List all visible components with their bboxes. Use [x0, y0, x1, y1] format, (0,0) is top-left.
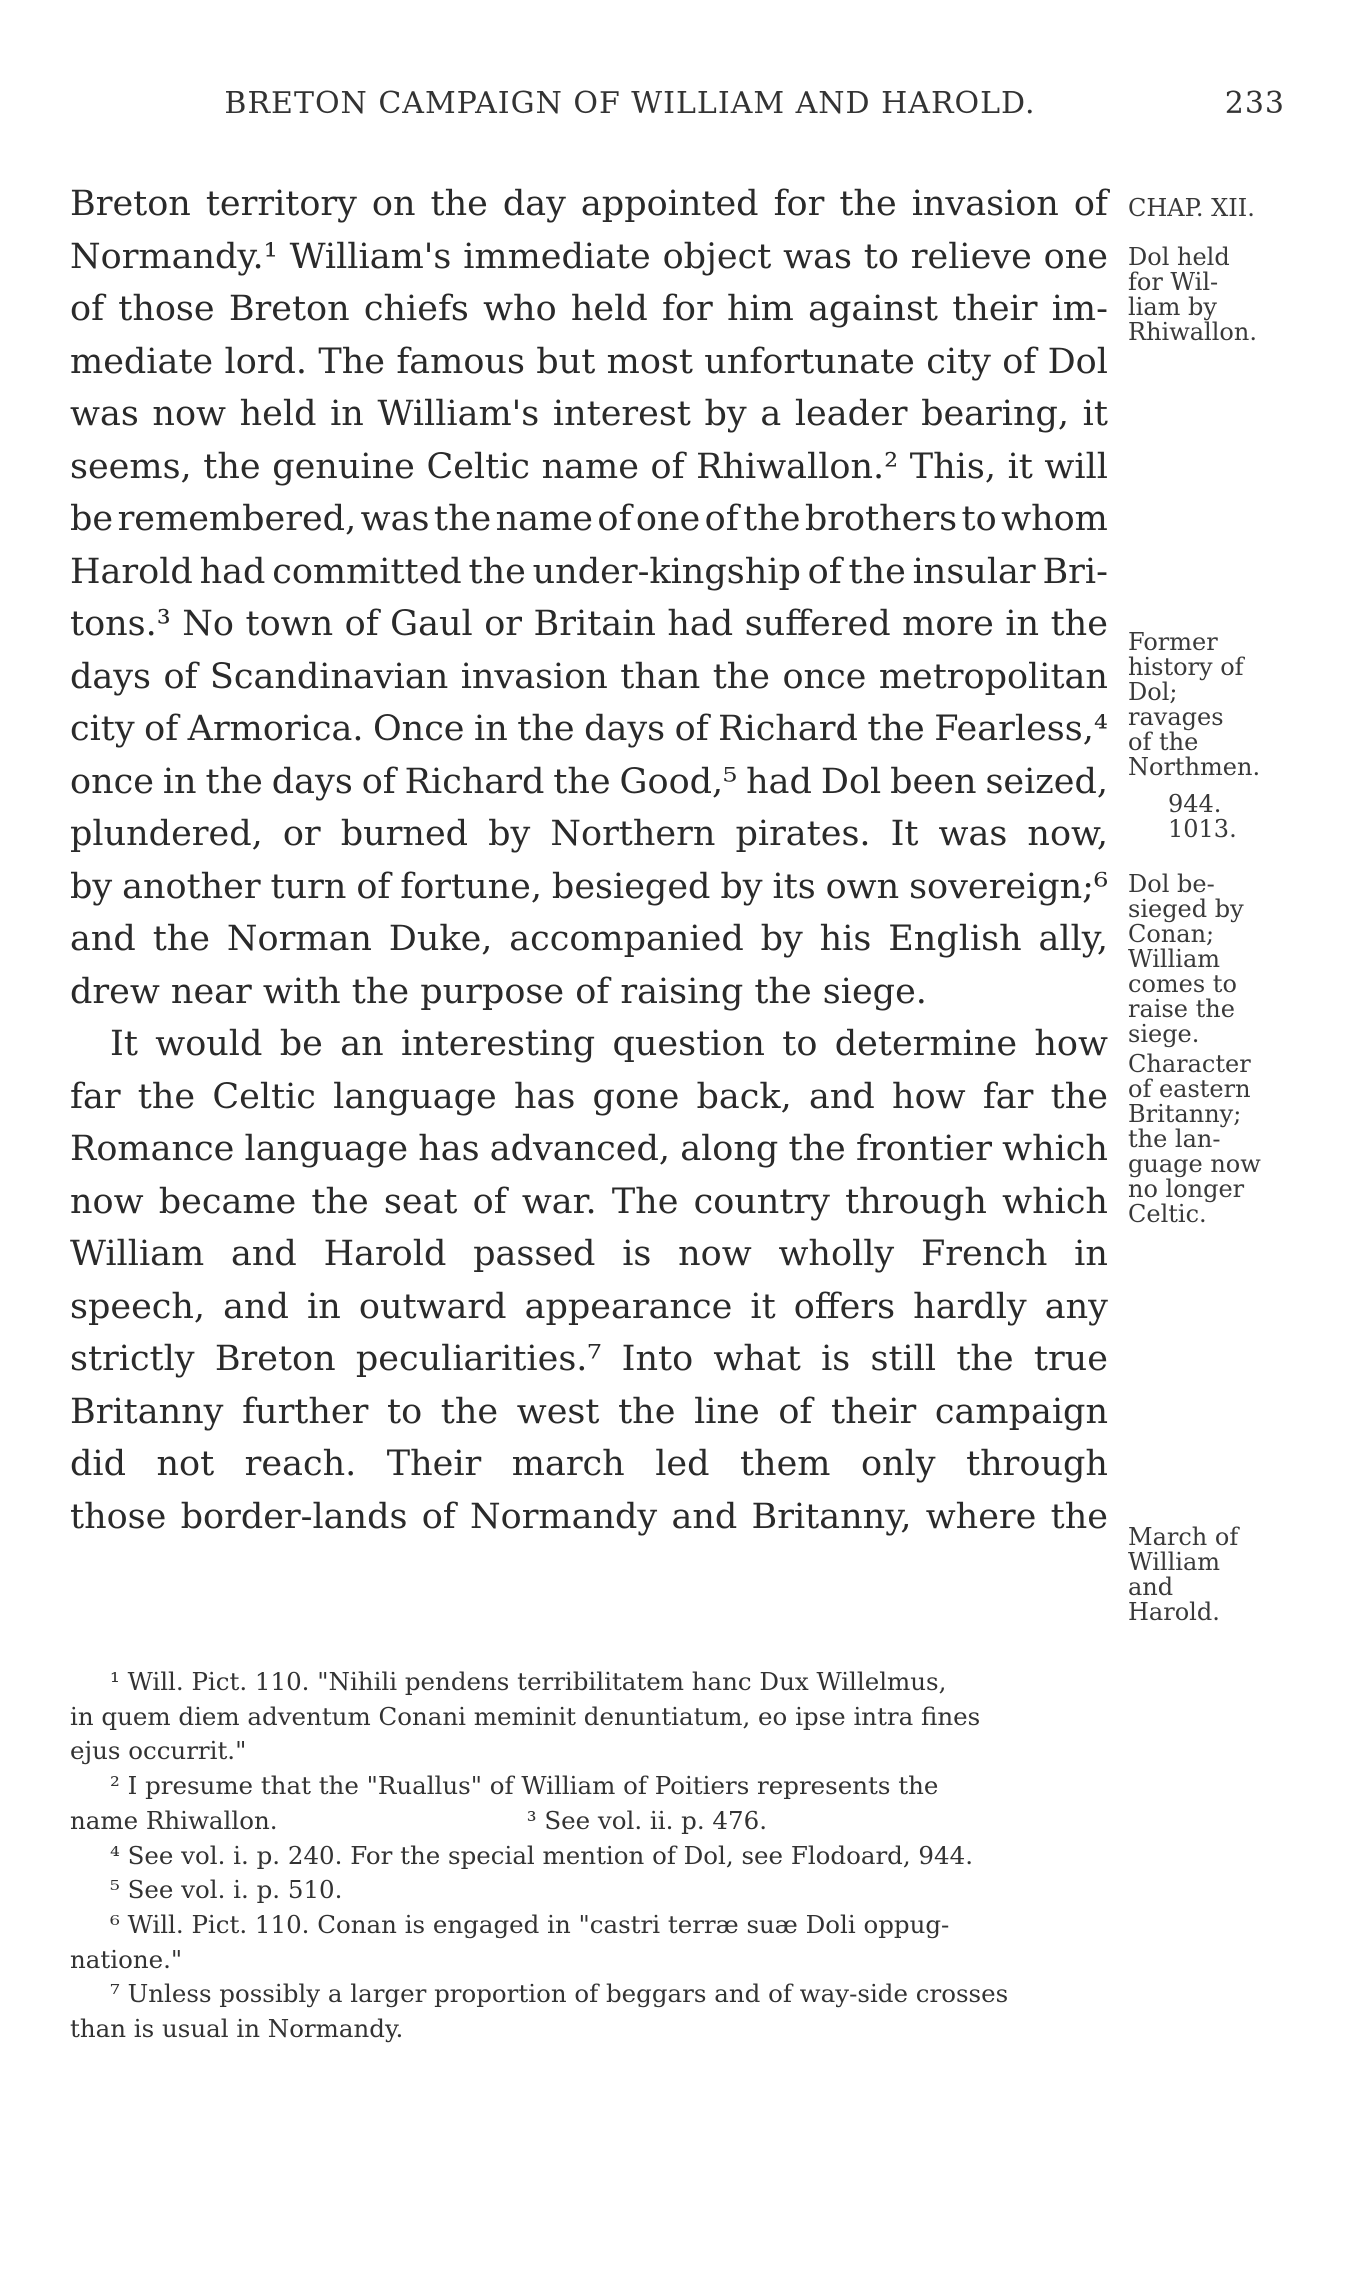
margin-note-line: comes to [1128, 970, 1237, 998]
margin-note-line: guage now [1128, 1150, 1261, 1178]
footnote-line: natione." [70, 1944, 183, 1974]
margin-note-line: Britanny; [1128, 1100, 1242, 1128]
margin-note-dol-held [1128, 245, 1338, 345]
body-line: Normandy.¹ William's immediate object was to relieve one [70, 236, 1108, 277]
footnote-line: in quem diem adventum Conani meminit denuntiatum, eo ipse intra fines [70, 1701, 981, 1731]
body-line: now became the seat of war. The country through which [70, 1181, 1108, 1222]
page-number: 233 [1224, 86, 1285, 121]
footnote-line: ⁴ See vol. i. p. 240. For the special mention of Dol, see Flodoard, 944. [110, 1840, 973, 1870]
footnotes [70, 1665, 1110, 2047]
margin-note-line: CHAP. XII. [1128, 194, 1255, 222]
margin-note-line: Dol be- [1128, 870, 1215, 898]
margin-note-line: William [1128, 1548, 1221, 1576]
margin-note-line: March of [1128, 1523, 1239, 1551]
margin-note-line: Dol; [1128, 678, 1178, 706]
body-line: William and Harold passed is now wholly French in [70, 1234, 1108, 1274]
page-header [70, 86, 1285, 126]
margin-note-line: Celtic. [1128, 1200, 1207, 1228]
body-line: Breton territory on the day appointed for the invasion of [70, 184, 1108, 224]
margin-note-line: for Wil- [1128, 268, 1219, 296]
margin-note-line: and [1128, 1573, 1174, 1601]
margin-note-character [1128, 1052, 1338, 1227]
footnote-line: ⁶ Will. Pict. 110. Conan is engaged in "castri terræ suæ Doli oppug- [110, 1909, 950, 1939]
footnote-line: ⁷ Unless possibly a larger proportion of beggars and of way-side crosses [110, 1979, 1009, 2009]
margin-note-line: Dol held [1128, 243, 1230, 271]
margin-note-line: Rhiwallon. [1128, 318, 1257, 346]
margin-note-dates [1128, 792, 1345, 842]
margin-note-line: William [1128, 945, 1221, 973]
margin-note-dol-besieged [1128, 872, 1338, 1047]
body-line: and the Norman Duke, accompanied by his English ally, [70, 919, 1108, 959]
margin-note-line: liam by [1128, 293, 1217, 321]
margin-note-line: ravages [1128, 703, 1224, 731]
body-line: speech, and in outward appearance it offers hardly any [70, 1286, 1108, 1327]
body-line: seems, the genuine Celtic name of Rhiwallon.² This, it will [70, 446, 1108, 487]
margin-note-line: of the [1128, 728, 1199, 756]
body-line: did not reach. Their march led them only through [70, 1444, 1108, 1484]
body-line: was now held in William's interest by a leader bearing, it [70, 394, 1108, 434]
body-line: once in the days of Richard the Good,⁵ had Dol been seized, [70, 761, 1108, 802]
footnote-line: ejus occurrit." [70, 1736, 247, 1766]
body-line: days of Scandinavian invasion than the once metropolitan [70, 656, 1108, 697]
margin-note-line: history of [1128, 653, 1244, 681]
footnote-line: ¹ Will. Pict. 110. "Nihili pendens terribilitatem hanc Dux Willelmus, [110, 1667, 947, 1696]
footnote-line: ⁵ See vol. i. p. 510. [110, 1875, 343, 1905]
margin-note-line: Former [1128, 628, 1218, 656]
body-line: be remembered, was the name of one of the brothers to whom [70, 499, 1108, 539]
running-head: BRETON CAMPAIGN OF WILLIAM AND HAROLD. [224, 86, 1036, 121]
body-line: plundered, or burned by Northern pirates. It was now, [70, 814, 1108, 854]
margin-note-line: 944. [1168, 790, 1222, 818]
margin-note-line: no longer [1128, 1175, 1245, 1203]
body-line: mediate lord. The famous but most unfortunate city of Dol [70, 341, 1108, 382]
body-line: Harold had committed the under-kingship of the insular Bri- [70, 551, 1108, 592]
body-line: tons.³ No town of Gaul or Britain had suffered more in the [70, 604, 1108, 644]
margin-note-line: the lan- [1128, 1125, 1221, 1153]
footnote-line: name Rhiwallon. ³ See vol. ii. p. 476. [70, 1805, 767, 1835]
margin-note-line: sieged by [1128, 895, 1244, 923]
body-line: Romance language has advanced, along the frontier which [70, 1129, 1108, 1169]
margin-note-line: Northmen. [1128, 753, 1261, 781]
footnote-line: than is usual in Normandy. [70, 2014, 404, 2044]
footnote-line: ² I presume that the "Ruallus" of William of Poitiers represents the [110, 1771, 939, 1801]
body-line: drew near with the purpose of raising the siege. [70, 971, 927, 1012]
margin-note-former-history [1128, 630, 1338, 780]
margin-note-line: Harold. [1128, 1598, 1220, 1626]
margin-note-line: Character [1128, 1050, 1251, 1078]
body-line: city of Armorica. Once in the days of Richard the Fearless,⁴ [70, 709, 1108, 749]
body-line: of those Breton chiefs who held for him against their im- [70, 289, 1108, 329]
margin-note-march [1128, 1525, 1338, 1625]
margin-note-line: of eastern [1128, 1075, 1251, 1103]
body-line: those border-lands of Normandy and Britanny, where the [70, 1496, 1108, 1537]
body-line: It would be an interesting question to determine how [110, 1024, 1108, 1064]
body-line: far the Celtic language has gone back, and how far the [70, 1076, 1108, 1117]
margin-note-line: raise the [1128, 995, 1235, 1023]
margin-note-line: siege. [1128, 1020, 1200, 1048]
margin-note-chapter [1128, 196, 1338, 221]
body-text [70, 178, 1108, 1543]
margin-note-line: 1013. [1168, 815, 1237, 843]
margin-note-line: Conan; [1128, 920, 1215, 948]
body-line: by another turn of fortune, besieged by its own sovereign;⁶ [70, 866, 1108, 907]
body-line: Britanny further to the west the line of their campaign [70, 1391, 1108, 1432]
body-line: strictly Breton peculiarities.⁷ Into what is still the true [70, 1339, 1108, 1379]
